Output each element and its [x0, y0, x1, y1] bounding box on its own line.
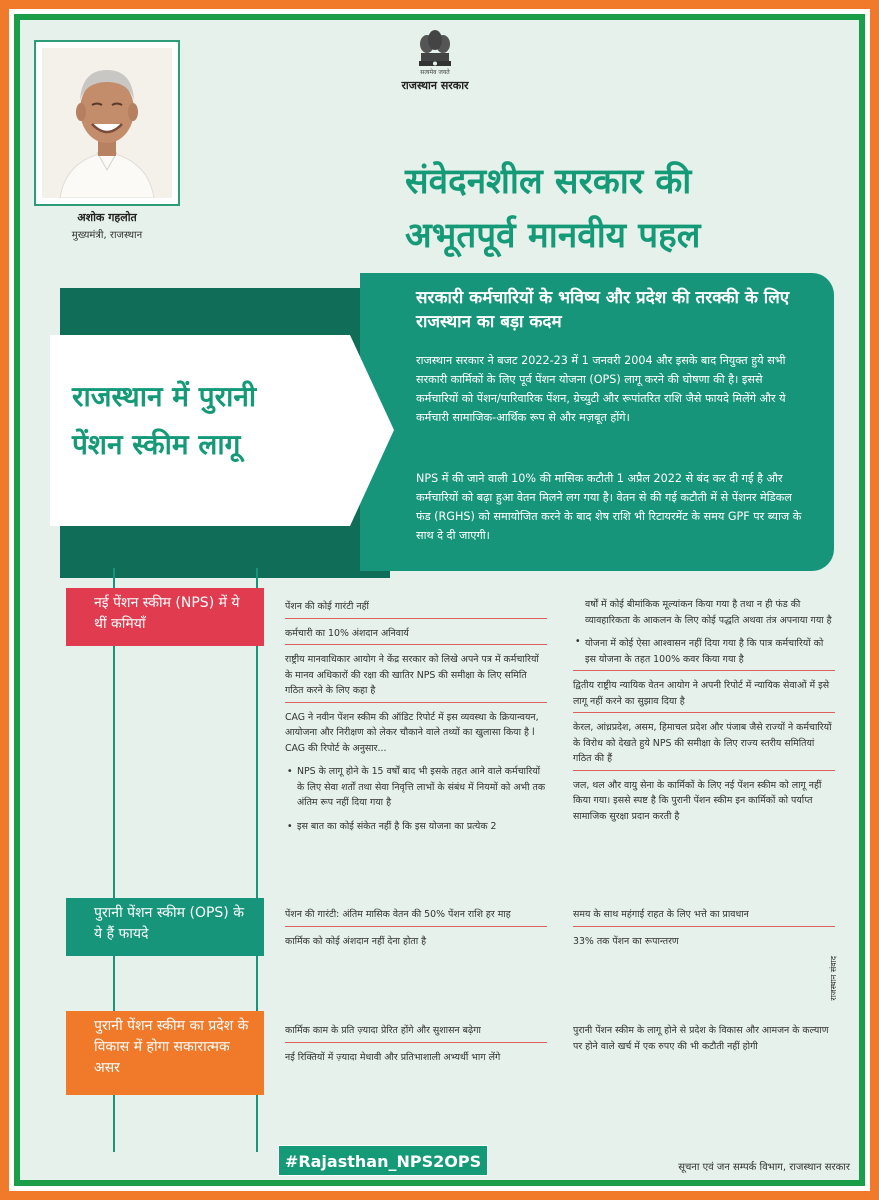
- government-name: राजस्थान सरकार: [401, 79, 469, 92]
- intro-panel: [360, 273, 834, 571]
- cm-designation: मुख्यमंत्री, राजस्थान: [71, 230, 143, 241]
- main-title: [72, 373, 362, 469]
- nps-right-column: [573, 597, 835, 832]
- ops-point-3: समय के साथ महंगाई राहत के लिए भत्ते का प्रावधान: [573, 905, 835, 927]
- development-left-column: [285, 1021, 547, 1073]
- nps-cag-continued: वर्षों में कोई बीमांकिक मूल्यांकन किया गया है तथा न ही फंड की व्यावहारिकता के आकलन के लिए कोई पद्धति अथवा तंत्र अपनाया गया है: [585, 599, 832, 626]
- nps-point-6: केरल, आंध्रप्रदेश, असम, हिमाचल प्रदेश और पंजाब जैसे राज्यों ने कर्मचारियों के विरोध को देखते हुये NPS की समीक्षा के लिए राज्य स्तरीय समितियां गठित की हैं: [573, 718, 835, 771]
- main-title-line-1: राजस्थान में पुरानी: [72, 380, 257, 413]
- main-title-line-2: पेंशन स्कीम लागू: [72, 428, 241, 461]
- side-credit: राजस्थान संवाद: [829, 956, 838, 1001]
- headline-line-1: संवेदनशील सरकार की: [405, 162, 692, 202]
- nps-point-7: जल, थल और वायु सेना के कार्मिकों के लिए नई पेंशन स्कीम को लागू नहीं किया गया। इससे स्पष्ट है कि पुरानी पेंशन स्कीम इन कार्मिकों को पर्याप्त सामाजिक सुरक्षा प्रदान करती है: [573, 779, 822, 822]
- nps-point-3: राष्ट्रीय मानवाधिकार आयोग ने केंद्र सरकार को लिखे अपने पत्र में कर्मचारियों के मानव अधिकारों की रक्षा की खातिर NPS की समीक्षा के लिए समिति गठित करने के लिए कहा है: [285, 650, 547, 703]
- ops-point-4: 33% तक पेंशन का रूपान्तरण: [573, 935, 679, 947]
- ops-label: पुरानी पेंशन स्कीम (OPS) के ये हैं फायदे: [66, 898, 264, 956]
- nps-cag-bullet-2: • इस बात का कोई संकेत नहीं है कि इस योजना का प्रत्येक 2: [285, 819, 547, 835]
- poster: [20, 20, 859, 1180]
- portrait-illustration: [42, 48, 172, 198]
- intro-subtitle: सरकारी कर्मचारियों के भविष्य और प्रदेश की तरक्की के लिए राजस्थान का बड़ा कदम: [416, 288, 790, 332]
- department-credit: सूचना एवं जन सम्पर्क विभाग, राजस्थान सरकार: [678, 1162, 850, 1173]
- development-label: पुरानी पेंशन स्कीम का प्रदेश के विकास में होगा सकारात्मक असर: [66, 1011, 264, 1095]
- intro-paragraph-2: NPS में की जाने वाली 10% की मासिक कटौती 1 अप्रैल 2022 से बंद कर दी गई है और कर्मचारियों को बढ़ा हुआ वेतन मिलने लग गया है। वेतन से की गई कटौती में से पेंशनर मेडिकल फंड (RGHS) को समायोजित करने के बाद शेष राशि भी रिटायरमेंट के समय GPF पर ब्याज के साथ दे दी जाएगी।: [416, 472, 802, 542]
- nps-point-5: द्वितीय राष्ट्रीय न्यायिक वेतन आयोग ने अपनी रिपोर्ट में न्यायिक सेवाओं में इसे लागू नहीं करने का सुझाव दिया है: [573, 676, 835, 713]
- emblem-motto: सत्यमेव जयते: [420, 69, 450, 76]
- development-point-1: कार्मिक काम के प्रति ज़्यादा प्रेरित होंगे और सुशासन बढ़ेगा: [285, 1021, 547, 1043]
- nps-point-1: पेंशन की कोई गारंटी नहीं: [285, 597, 547, 619]
- headline: [405, 155, 825, 263]
- nps-cag-bullet-3: • योजना में कोई ऐसा आश्वासन नहीं दिया गया है कि पात्र कर्मचारियों को इस योजना के तहत 100% कवर किया गया है: [573, 634, 835, 671]
- nps-point-4: CAG ने नवीन पेंशन स्कीम की ऑडिट रिपोर्ट में इस व्यवस्था के क्रियान्वयन, आयोजना और निरीक्षण को लेकर चौकाने वाले तथ्यों का खुलासा किया है l CAG की रिपोर्ट के अनुसार...: [285, 711, 539, 754]
- development-point-2: नई रिक्तियों में ज़्यादा मेधावी और प्रतिभाशाली अभ्यर्थी भाग लेंगे: [285, 1051, 501, 1063]
- development-right-column: [573, 1021, 835, 1062]
- cm-photo-frame: [34, 40, 180, 206]
- intro-paragraph-1: राजस्थान सरकार ने बजट 2022-23 में 1 जनवरी 2004 और इसके बाद नियुक्त हुये सभी सरकारी कार्मिकों के लिए पूर्व पेंशन योजना (OPS) लागू करने की घोषणा की है। इससे कर्मचारियों को पेंशन/पारिवारिक पेंशन, ग्रेच्युटी और रूपांतरित राशि जैसे फायदे मिलेंगे और ये कर्मचारी सामाजिक-आर्थिक रूप से और मज़बूत होंगे।: [416, 354, 786, 424]
- ops-point-1: पेंशन की गारंटी: अंतिम मासिक वेतन की 50% पेंशन राशि हर माह: [285, 905, 547, 927]
- development-point-3: पुरानी पेंशन स्कीम के लागू होने से प्रदेश के विकास और आमजन के कल्याण पर होने वाले खर्च में एक रुपए की भी कटौती नहीं होगी: [573, 1025, 829, 1052]
- hashtag-badge: #Rajasthan_NPS2OPS: [278, 1145, 488, 1176]
- nps-point-2: कर्मचारी का 10% अंशदान अनिवार्य: [285, 624, 547, 646]
- ops-right-column: [573, 905, 835, 957]
- ops-left-column: [285, 905, 547, 957]
- cm-photo: [42, 48, 172, 198]
- nps-left-column: [285, 597, 547, 834]
- cm-name: अशोक गहलोत: [77, 211, 137, 224]
- nps-cag-bullet-1: • NPS के लागू होने के 15 वर्षों बाद भी इसके तहत आने वाले कर्मचारियों के लिए सेवा शर्तों तथा सेवा निवृत्ति लाभों के संबंध में नियमों को अभी तक अंतिम रूप नहीं दिया गया है: [285, 764, 547, 811]
- headline-line-2: अभूतपूर्व मानवीय पहल: [405, 216, 701, 256]
- ops-point-2: कार्मिक को कोई अंशदान नहीं देना होता है: [285, 935, 427, 947]
- nps-label: नई पेंशन स्कीम (NPS) में ये थीं कमियाँ: [66, 588, 264, 646]
